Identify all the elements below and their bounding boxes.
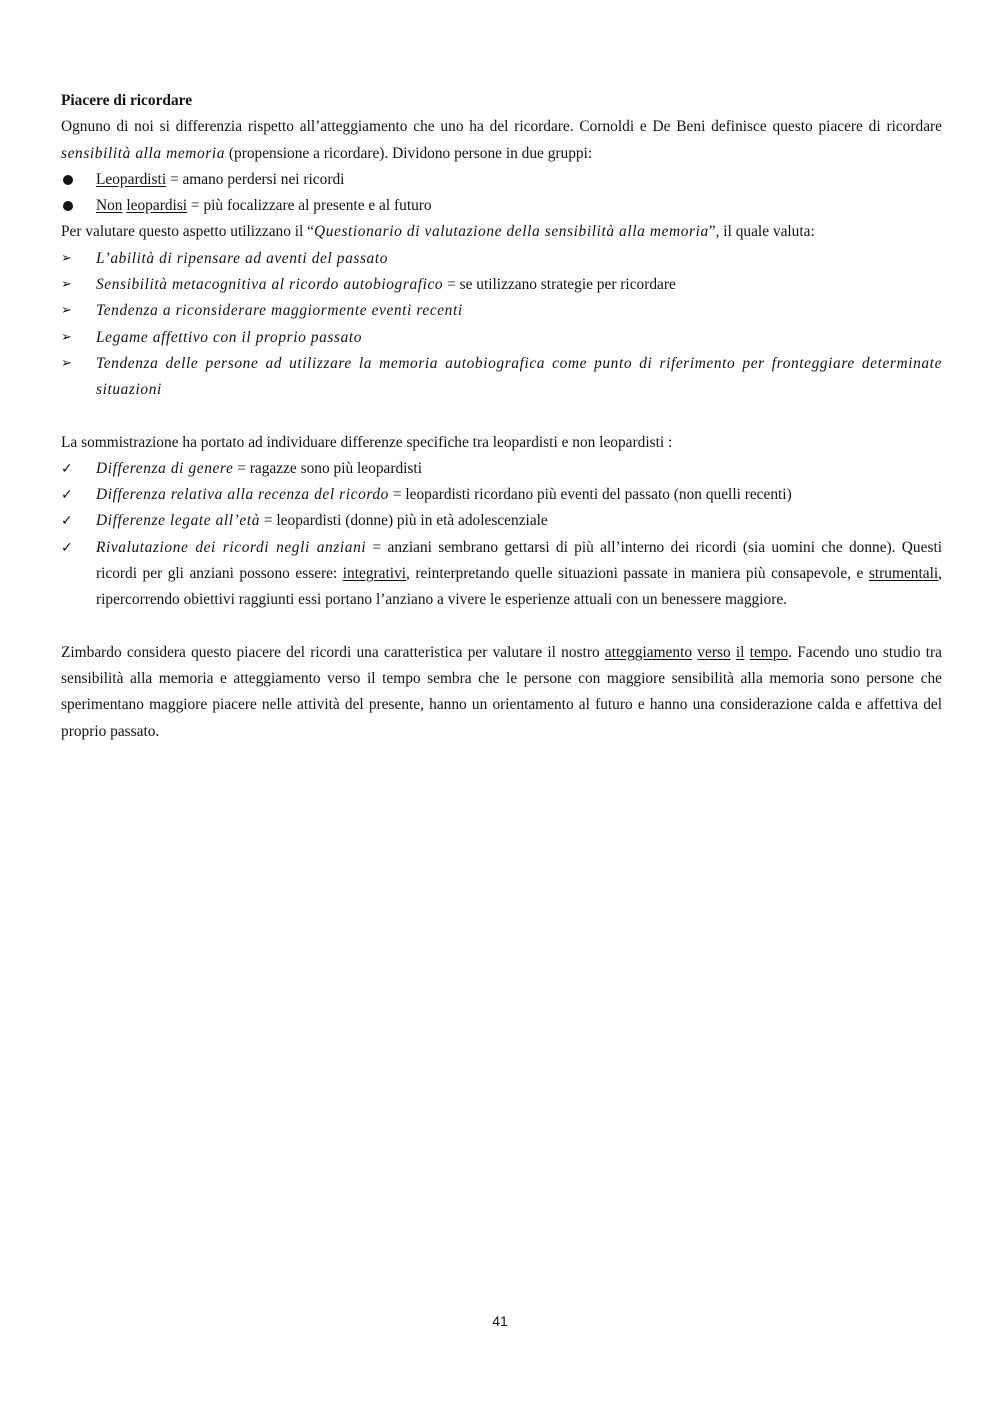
zimbardo-term: atteggiamento <box>604 643 693 661</box>
group-term: Leopardisti <box>96 170 167 188</box>
aspect-label: Legame affettivo con il proprio passato <box>96 328 363 346</box>
intro-paragraph <box>61 114 942 167</box>
list-item <box>61 456 942 482</box>
questionnaire-name: Questionario di valutazione della sensibilità alla memoria <box>314 223 709 241</box>
aspect-label: Sensibilità metacognitiva al ricordo autobiografico <box>96 276 444 294</box>
group-description: = più focalizzare al presente e al futuro <box>187 197 432 215</box>
page-number: 41 <box>492 1313 508 1329</box>
result-label: Differenza relativa alla recenza del ricordo <box>96 486 389 504</box>
zimbardo-term: verso <box>697 643 731 661</box>
list-item <box>61 193 942 219</box>
arrow-bullet-icon: ➢ <box>61 277 72 293</box>
spacer <box>61 404 942 430</box>
list-item <box>61 246 942 272</box>
arrow-bullet-icon: ➢ <box>61 250 72 266</box>
section-title: Piacere di ricordare <box>61 92 193 109</box>
aspect-label: L’abilità di ripensare ad aventi del passato <box>96 249 389 267</box>
list-item <box>61 482 942 508</box>
result-description: , ripercorrendo obiettivi raggiunti essi portano l’anziano a vivere le esperienze attuali con un benessere maggiore. <box>96 565 942 609</box>
arrow-bullet-icon: ➢ <box>61 303 72 319</box>
result-description: = leopardisti (donne) più in età adolescenziale <box>260 512 548 530</box>
result-label: Differenza di genere <box>96 459 234 477</box>
filled-circle-icon <box>61 167 81 194</box>
arrow-bullet-icon: ➢ <box>61 355 72 371</box>
list-item <box>61 351 942 404</box>
aspect-label: Tendenza delle persone ad utilizzare la memoria autobiografica come punto di riferimento per fronteggiare determinate situazioni <box>96 354 942 399</box>
result-label: Differenze legate all’età <box>96 512 261 530</box>
list-item <box>61 325 942 351</box>
checkmark-icon: ✓ <box>61 487 73 504</box>
questionnaire-paragraph <box>61 219 942 245</box>
arrow-bullet-icon: ➢ <box>61 329 72 345</box>
group-description: = amano perdersi nei ricordi <box>166 170 345 188</box>
filled-circle-icon <box>61 193 81 220</box>
results-list <box>61 456 942 614</box>
questionnaire-text: Per valutare questo aspetto utilizzano il “ <box>61 223 315 241</box>
questionnaire-text-end: ”, il quale valuta: <box>708 223 815 241</box>
result-term: strumentali <box>868 565 939 583</box>
checkmark-icon: ✓ <box>61 513 73 530</box>
result-description: = leopardisti ricordano più eventi del passato (non quelli recenti) <box>388 486 792 504</box>
intro-text: Ognuno di noi si differenzia rispetto all’atteggiamento che uno ha del ricordare. Cornoldi e De Beni definisce questo piacere di ricordare <box>61 118 942 136</box>
document-page <box>61 88 942 745</box>
zimbardo-paragraph <box>61 640 942 745</box>
groups-list <box>61 167 942 220</box>
aspect-description: = se utilizzano strategie per ricordare <box>443 276 676 294</box>
list-item <box>61 508 942 534</box>
results-intro: La sommistrazione ha portato ad individuare differenze specifiche tra leopardisti e non leopardisti : <box>61 433 673 451</box>
zimbardo-term: tempo <box>749 643 789 661</box>
result-description: = ragazze sono più leopardisti <box>233 459 422 477</box>
aspects-list <box>61 246 942 404</box>
spacer <box>61 614 942 640</box>
result-label: Rivalutazione dei ricordi negli anziani <box>96 538 367 556</box>
intro-text-end: (propensione a ricordare). Dividono persone in due gruppi: <box>225 144 593 162</box>
list-item <box>61 167 942 193</box>
list-item <box>61 272 942 298</box>
zimbardo-text: Zimbardo considera questo piacere del ricordi una caratteristica per valutare il nostro <box>61 643 605 661</box>
group-term-part: Non <box>96 197 123 215</box>
result-description: = anziani sembrano gettarsi di più all’interno dei ricordi (sia uomini che donne). Questi ricordi per gli anziani possono essere: <box>96 538 942 583</box>
list-item <box>61 535 942 614</box>
intro-emphasis: sensibilità alla memoria <box>61 144 226 162</box>
checkmark-icon: ✓ <box>61 460 73 477</box>
group-term-part: leopardisi <box>126 197 188 215</box>
result-description: , reinterpretando quelle situazioni passate in maniera più consapevole, e <box>406 565 869 583</box>
zimbardo-term: il <box>735 643 745 661</box>
aspect-label: Tendenza a riconsiderare maggiormente eventi recenti <box>96 302 463 320</box>
list-item <box>61 298 942 324</box>
zimbardo-text-end: . Facendo uno studio tra sensibilità alla memoria e atteggiamento verso il tempo sembra che le persone con maggiore sensibilità alla memoria sono persone che sperimentano maggiore piacere nelle attività del presente, hanno un orientamento al futuro e hanno una considerazione calda e affettiva del proprio passato. <box>61 643 942 740</box>
checkmark-icon: ✓ <box>61 539 73 556</box>
result-term: integrativi <box>342 565 407 583</box>
